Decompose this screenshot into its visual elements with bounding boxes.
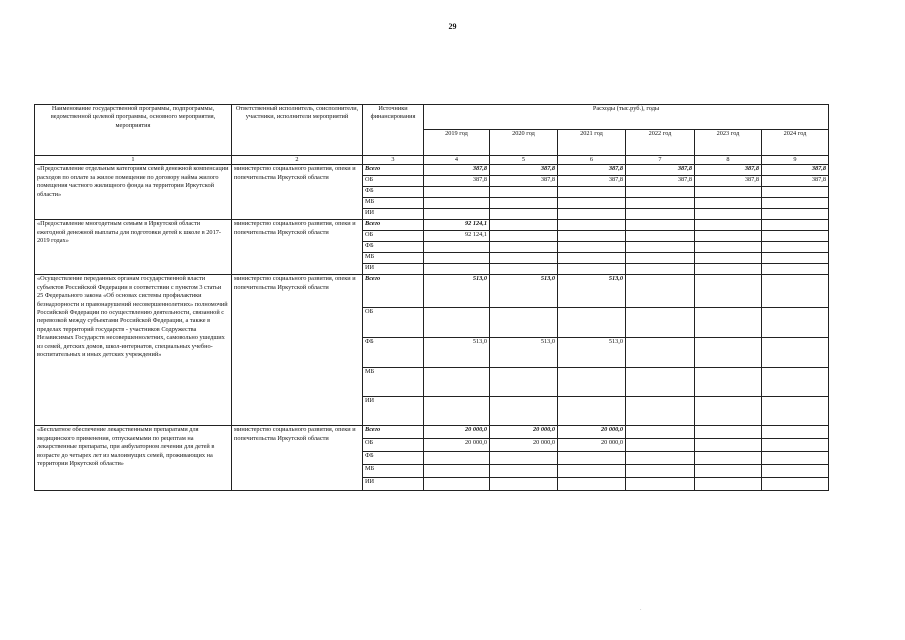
expense-value — [695, 264, 762, 275]
expense-value — [626, 426, 695, 439]
expense-value — [695, 253, 762, 264]
expense-value — [626, 368, 695, 397]
expense-value — [424, 465, 490, 478]
funding-source: Всего — [363, 426, 424, 439]
measure-name: «Предоставление отдельным категориям семей денежной компенсации расходов по оплате за жилое помещение по договору найма жилого помещения частного жилищного фонда на территории Иркутской области» — [35, 165, 232, 220]
expense-value: 387,8 — [762, 165, 829, 176]
expense-value — [490, 231, 558, 242]
expense-value — [490, 220, 558, 231]
expense-value — [490, 368, 558, 397]
expense-value — [424, 253, 490, 264]
funding-source: ОБ — [363, 439, 424, 452]
expense-value — [490, 465, 558, 478]
expense-value — [490, 478, 558, 491]
expense-value — [424, 187, 490, 198]
expense-value — [626, 242, 695, 253]
expense-value — [626, 338, 695, 368]
expense-value: 513,0 — [558, 338, 626, 368]
expense-value — [558, 209, 626, 220]
expense-value: 387,8 — [626, 165, 695, 176]
header-sources: Источники финансирования — [363, 105, 424, 156]
expense-value: 513,0 — [424, 338, 490, 368]
expense-value: 20 000,0 — [424, 426, 490, 439]
funding-source: ОБ — [363, 308, 424, 338]
expense-value — [695, 465, 762, 478]
header-expenses: Расходы (тыс.руб.), годы — [424, 105, 829, 130]
funding-source: ИИ — [363, 478, 424, 491]
expense-value — [762, 253, 829, 264]
column-number: 2 — [232, 156, 363, 165]
expense-value: 387,8 — [490, 165, 558, 176]
expense-value — [626, 439, 695, 452]
measure-name: «Осуществление переданных органам государственной власти субъектов Российской Федерации в соответствии с пунктом 3 статьи 25 Федерального закона «Об основах системы профилактики безнадзорности и правонарушений несовершеннолетних» полномочий Российской Федерации по осуществлению деятельности, связанной с перевозкой между субъектами Российской Федерации, а также в пределах территорий государств - участников Содружества Независимых Государств несовершеннолетних, самовольно ушедших из семей, детских домов, школ-интернатов, специальных учебно-воспитательных и иных детских учреждений» — [35, 275, 232, 426]
funding-source: ОБ — [363, 176, 424, 187]
funding-source: МБ — [363, 198, 424, 209]
expense-value: 387,8 — [695, 165, 762, 176]
table-row — [35, 165, 829, 176]
funding-source: ФБ — [363, 452, 424, 465]
expense-value: 387,8 — [558, 165, 626, 176]
expense-value: 387,8 — [424, 165, 490, 176]
header-year: 2020 год — [490, 130, 558, 156]
funding-source: ОБ — [363, 231, 424, 242]
expense-value — [626, 452, 695, 465]
expense-value — [424, 242, 490, 253]
expense-value — [558, 242, 626, 253]
expense-value: 92 124,1 — [424, 220, 490, 231]
expense-value — [695, 452, 762, 465]
expense-value — [626, 478, 695, 491]
funding-source: ФБ — [363, 187, 424, 198]
expense-value — [558, 308, 626, 338]
column-number: 7 — [626, 156, 695, 165]
expense-value: 387,8 — [695, 176, 762, 187]
expense-value — [695, 187, 762, 198]
expense-value — [626, 220, 695, 231]
expense-value — [558, 220, 626, 231]
expense-value — [558, 478, 626, 491]
expense-value — [626, 275, 695, 308]
expense-value — [762, 198, 829, 209]
header-responsible: Ответственный исполнитель, соисполнители, участники, исполнители мероприятий — [232, 105, 363, 156]
expense-value — [626, 209, 695, 220]
expense-value — [626, 187, 695, 198]
expense-value — [762, 231, 829, 242]
expense-value: 20 000,0 — [490, 426, 558, 439]
expense-value — [695, 198, 762, 209]
expense-value — [626, 253, 695, 264]
responsible-executor: министерство социального развития, опеки и попечительства Иркутской области — [232, 275, 363, 426]
measure-name: «Предоставление многодетным семьям в Иркутской области ежегодной денежной выплаты для подготовки детей к школе в 2017-2019 годах» — [35, 220, 232, 275]
column-number: 9 — [762, 156, 829, 165]
expense-value — [695, 275, 762, 308]
expense-value — [695, 308, 762, 338]
header-name: Наименование государственной программы, подпрограммы, ведомственной целевой программы, основного мероприятия, мероприятия — [35, 105, 232, 156]
expense-value — [695, 439, 762, 452]
expense-value: 387,8 — [424, 176, 490, 187]
expense-value — [695, 338, 762, 368]
scan-mark: . — [640, 606, 642, 612]
expense-value — [558, 231, 626, 242]
header-year: 2021 год — [558, 130, 626, 156]
expense-value — [558, 368, 626, 397]
responsible-executor: министерство социального развития, опеки и попечительства Иркутской области — [232, 220, 363, 275]
expense-value — [695, 478, 762, 491]
expense-value — [762, 397, 829, 426]
expense-value — [424, 264, 490, 275]
funding-source: МБ — [363, 253, 424, 264]
expense-value — [762, 242, 829, 253]
expense-value — [626, 264, 695, 275]
expense-value — [424, 478, 490, 491]
expense-value: 387,8 — [762, 176, 829, 187]
page-number: 29 — [448, 22, 457, 31]
expense-value — [558, 452, 626, 465]
expense-value — [490, 264, 558, 275]
expense-value — [695, 426, 762, 439]
expense-value — [626, 308, 695, 338]
expense-value — [490, 308, 558, 338]
expense-value — [695, 242, 762, 253]
table-row — [35, 275, 829, 308]
expense-value: 513,0 — [490, 338, 558, 368]
expense-value: 387,8 — [626, 176, 695, 187]
column-number: 5 — [490, 156, 558, 165]
expense-value — [695, 397, 762, 426]
column-number: 3 — [363, 156, 424, 165]
expense-value: 513,0 — [558, 275, 626, 308]
expense-value — [626, 397, 695, 426]
funding-source: Всего — [363, 220, 424, 231]
expense-value — [558, 253, 626, 264]
expense-value — [424, 452, 490, 465]
expense-value — [762, 308, 829, 338]
expense-value: 20 000,0 — [558, 439, 626, 452]
expense-value: 20 000,0 — [424, 439, 490, 452]
expense-value — [558, 465, 626, 478]
table-row — [35, 220, 829, 231]
header-year: 2023 год — [695, 130, 762, 156]
column-number: 4 — [424, 156, 490, 165]
expense-value — [762, 220, 829, 231]
expense-value — [762, 264, 829, 275]
expense-value — [762, 478, 829, 491]
expense-value — [490, 198, 558, 209]
expense-value — [762, 338, 829, 368]
expense-value: 513,0 — [424, 275, 490, 308]
column-number: 8 — [695, 156, 762, 165]
expense-value — [762, 452, 829, 465]
expense-value — [762, 209, 829, 220]
expense-value — [424, 368, 490, 397]
expense-value — [762, 275, 829, 308]
funding-source: ИИ — [363, 209, 424, 220]
expense-value: 20 000,0 — [558, 426, 626, 439]
funding-source: ФБ — [363, 242, 424, 253]
expense-value — [695, 231, 762, 242]
expense-value — [558, 198, 626, 209]
funding-source: МБ — [363, 465, 424, 478]
funding-source: ИИ — [363, 264, 424, 275]
header-year: 2024 год — [762, 130, 829, 156]
expense-value — [490, 253, 558, 264]
expense-value — [762, 426, 829, 439]
expense-value — [558, 187, 626, 198]
funding-source: ФБ — [363, 338, 424, 368]
expense-value — [424, 397, 490, 426]
expense-value — [626, 465, 695, 478]
responsible-executor: министерство социального развития, опеки и попечительства Иркутской области — [232, 426, 363, 491]
responsible-executor: министерство социального развития, опеки и попечительства Иркутской области — [232, 165, 363, 220]
header-year: 2019 год — [424, 130, 490, 156]
expense-value — [762, 368, 829, 397]
expense-value — [424, 308, 490, 338]
expense-value — [424, 209, 490, 220]
column-number: 1 — [35, 156, 232, 165]
table-body — [35, 165, 829, 491]
expense-value — [762, 465, 829, 478]
column-number: 6 — [558, 156, 626, 165]
header-year: 2022 год — [626, 130, 695, 156]
expense-value — [490, 397, 558, 426]
budget-table — [34, 104, 829, 491]
expense-value: 387,8 — [558, 176, 626, 187]
expense-value — [762, 187, 829, 198]
expense-value: 20 000,0 — [490, 439, 558, 452]
expense-value — [695, 209, 762, 220]
expense-value: 387,8 — [490, 176, 558, 187]
expense-value — [626, 198, 695, 209]
funding-source: ИИ — [363, 397, 424, 426]
expense-value — [558, 397, 626, 426]
expense-value: 513,0 — [490, 275, 558, 308]
expense-value — [424, 198, 490, 209]
expense-value — [558, 264, 626, 275]
expense-value — [695, 220, 762, 231]
expense-value — [762, 439, 829, 452]
funding-source: Всего — [363, 275, 424, 308]
expense-value — [490, 452, 558, 465]
expense-value — [490, 242, 558, 253]
funding-source: МБ — [363, 368, 424, 397]
funding-source: Всего — [363, 165, 424, 176]
table-row — [35, 426, 829, 439]
expense-value — [490, 187, 558, 198]
expense-value — [490, 209, 558, 220]
expense-value — [695, 368, 762, 397]
measure-name: «Бесплатное обеспечение лекарственными препаратами для медицинского применения, отпускаемыми по рецептам на лекарственные препараты, при амбулаторном лечении для детей в возрасте до четырех лет из малоимущих семей, проживающих на территории Иркутской области» — [35, 426, 232, 491]
expense-value — [626, 231, 695, 242]
column-number-row — [35, 156, 829, 165]
expense-value: 92 124,1 — [424, 231, 490, 242]
